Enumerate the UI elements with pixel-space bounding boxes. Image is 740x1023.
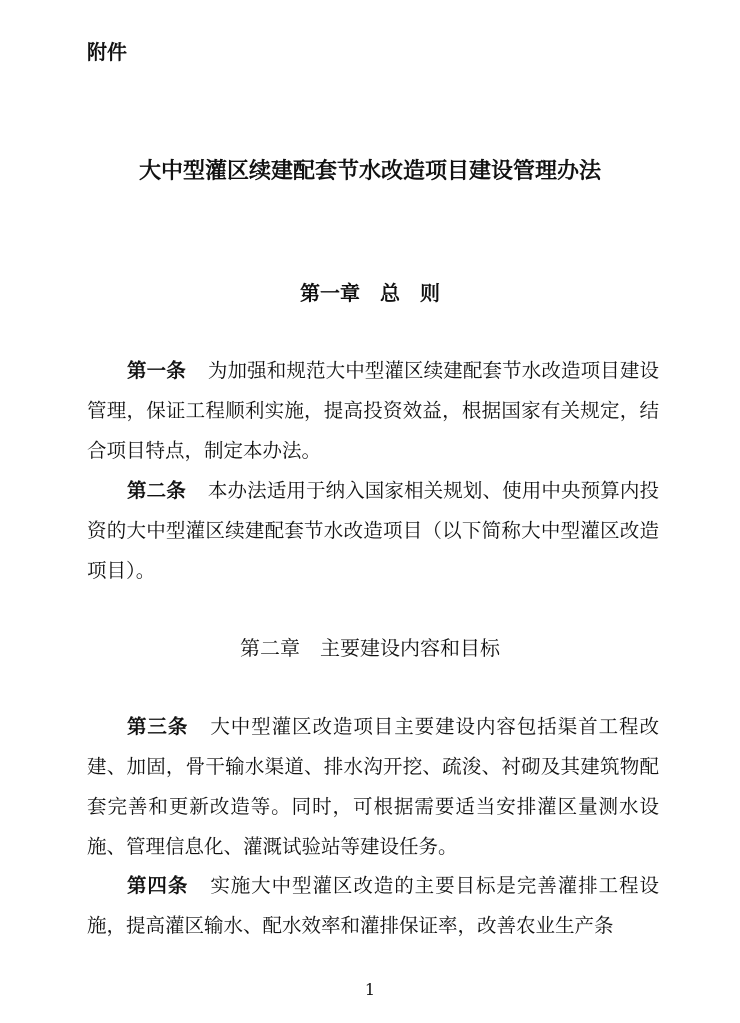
- article-3: [87, 707, 659, 867]
- article-label: 第三条: [127, 715, 189, 738]
- article-text: 大中型灌区改造项目主要建设内容包括渠首工程改建、加固，骨干输水渠道、排水沟开挖、疏浚、衬砌及其建筑物配套完善和更新改造等。同时，可根据需要适当安排灌区量测水设施、管理信息化、灌溉试验站等建设任务。: [87, 715, 659, 858]
- page-number: 1: [364, 980, 376, 999]
- article-label: 第一条: [127, 359, 186, 382]
- article-label: 第二条: [127, 479, 186, 502]
- chapter-heading-1: 第一章 总 则: [300, 281, 440, 305]
- article-4: [87, 866, 659, 946]
- article-2: [87, 471, 659, 591]
- article-label: 第四条: [127, 874, 189, 897]
- article-text: 为加强和规范大中型灌区续建配套节水改造项目建设管理，保证工程顺利实施，提高投资效益，根据国家有关规定，结合项目特点，制定本办法。: [87, 359, 659, 462]
- document-title: 大中型灌区续建配套节水改造项目建设管理办法: [138, 159, 601, 184]
- article-text: 本办法适用于纳入国家相关规划、使用中央预算内投资的大中型灌区续建配套节水改造项目（以下简称大中型灌区改造项目）。: [87, 479, 659, 582]
- article-text: 实施大中型灌区改造的主要目标是完善灌排工程设施，提高灌区输水、配水效率和灌排保证率，改善农业生产条: [87, 874, 659, 937]
- article-1: [87, 351, 659, 471]
- attachment-label: 附件: [87, 40, 127, 64]
- chapter-heading-2: 第二章 主要建设内容和目标: [240, 636, 500, 660]
